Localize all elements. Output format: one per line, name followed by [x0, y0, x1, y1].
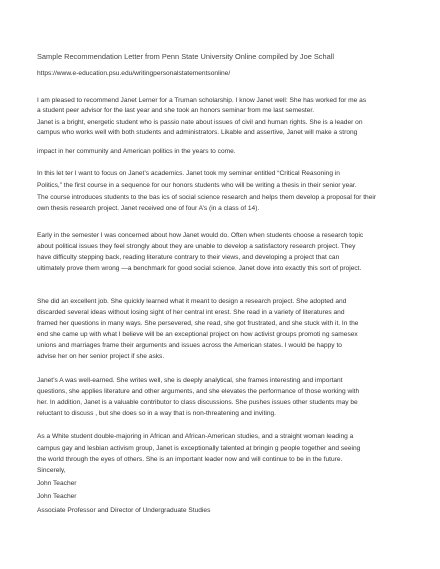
paragraph-line: a student peer advisor for the last year and she took an honors seminar from me last semester.: [37, 107, 315, 114]
paragraph-line: The course introduces students to the bas ics of social science research and helps them develop a proposal for their: [37, 194, 377, 201]
paragraph-line: questions, she applies literature and other arguments, and she elevates the performance of those working with: [37, 388, 360, 395]
paragraph-line: Janet’s A was well-earned. She writes well, she is deeply analytical, she frames interesting and important: [37, 377, 343, 384]
paragraph-line: about political issues they feel strongly about they are unable to develop a satisfactory research project. They: [37, 243, 356, 250]
paragraph-line: framed her questions in many ways. She persevered, she read, she got frustrated, and she stuck with it. In the: [37, 320, 359, 327]
paragraph-line: own thesis research project. Janet received one of four A’s (in a class of 14).: [37, 205, 260, 212]
paragraph-line: reluctant to discuss , but she does so in a way that is non-threatening and inviting.: [37, 410, 276, 417]
paragraph-line: As a White student double-majoring in African and African-American studies, and a straight woman leading a: [37, 433, 354, 440]
paragraph-line: Early in the semester I was concerned about how Janet would do. Often when students choose a research topic: [37, 232, 364, 239]
source-url: https://www.e-education.psu.edu/writingpersonalstatementsonline/: [37, 70, 231, 77]
paragraph-line: have difficulty stepping back, reading literature contrary to their views, and developing a project that can: [37, 254, 340, 261]
closing: Sincerely,: [37, 467, 66, 474]
signature-title: Associate Professor and Director of Undergraduate Studies: [37, 507, 211, 514]
paragraph-line: end she came up with what I believe will be an exceptional project on how activist groups promoti ng samesex: [37, 331, 358, 338]
paragraph-line: the world through the eyes of others. She is an important leader now and will continue to be in the future.: [37, 456, 343, 463]
paragraph-line: campus gay and lesbian activism group, Janet is exceptionally talented at bringin g people together and seeing: [37, 445, 361, 452]
signature-name: John Teacher: [37, 480, 77, 487]
paragraph-line: She did an excellent job. She quickly learned what it meant to design a research project. She adopted and: [37, 298, 347, 305]
paragraph-line: Politics,” the first course in a sequence for our honors students who will be writing a thesis in their senior year.: [37, 182, 357, 189]
paragraph-line: Janet is a bright, energetic student who is passio nate about issues of civil and human rights. She is a leader on: [37, 119, 363, 126]
paragraph-line: In this let ter I want to focus on Janet’s academics. Janet took my seminar entitled “Critical Reasoning in: [37, 170, 340, 177]
paragraph-line: impact in her community and American politics in the years to come.: [37, 148, 236, 155]
document-title: Sample Recommendation Letter from Penn State University Online compiled by Joe Schall: [37, 52, 335, 61]
paragraph-line: advise her on her senior project if she asks.: [37, 353, 165, 360]
paragraph-line: ultimately prove them wrong —a benchmark for good social science. Janet dove into exactly this sort of project.: [37, 265, 362, 272]
signature-name: John Teacher: [37, 493, 77, 500]
paragraph-line: her. In addition, Janet is a valuable contributor to class discussions. She pushes issues other students may be: [37, 399, 358, 406]
paragraph-line: campus who works well with both students and administrators. Likable and assertive, Janet will make a strong: [37, 129, 358, 136]
paragraph-line: I am pleased to recommend Janet Lerner for a Truman scholarship. I know Janet well: She has worked for me as: [37, 97, 367, 104]
paragraph-line: unions and marriages frame their arguments and issues across the American states. I would be happy to: [37, 342, 342, 349]
paragraph-line: discarded several ideas without losing sight of her central int erest. She read in a variety of literatures and: [37, 309, 345, 316]
